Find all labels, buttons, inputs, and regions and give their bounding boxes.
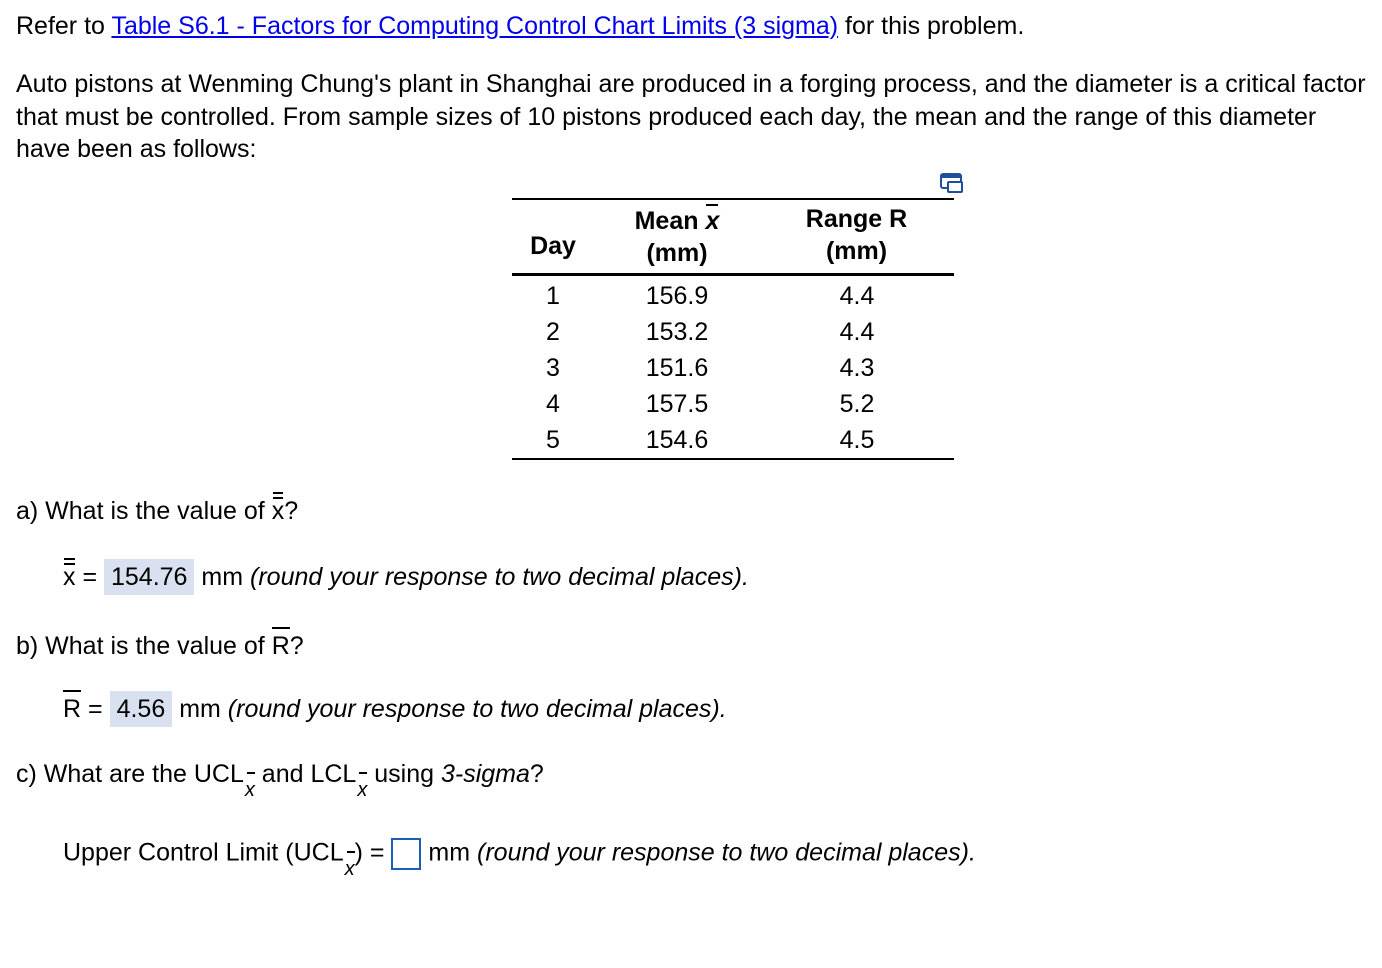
ucl-input[interactable] (391, 838, 421, 870)
cell-range: 5.2 (839, 390, 875, 418)
cell-mean: 151.6 (645, 354, 709, 382)
cell-range: 4.3 (839, 354, 875, 382)
table-top-rule (512, 198, 954, 200)
cell-range: 4.5 (839, 426, 875, 454)
cell-mean: 153.2 (645, 318, 709, 346)
answer-b-row: R = 4.56 mm (round your response to two decimal places). (63, 695, 727, 724)
rounding-note: (round your response to two decimal places). (250, 563, 749, 591)
header-range: Range R (mm) (805, 205, 908, 265)
cell-mean: 156.9 (645, 282, 709, 310)
answer-a-value[interactable]: 154.76 (104, 559, 194, 595)
cell-day: 2 (546, 318, 560, 346)
cell-range: 4.4 (839, 318, 875, 346)
table-s6-1-link[interactable]: Table S6.1 - Factors for Computing Control Chart Limits (3 sigma) (111, 12, 839, 40)
cell-day: 3 (546, 354, 560, 382)
ucl-label: Upper Control Limit (UCL (63, 838, 344, 867)
r-bar-symbol: R (271, 632, 290, 660)
table-header-rule (512, 273, 954, 276)
answer-b-value[interactable]: 4.56 (110, 691, 173, 727)
question-a: a) What is the value of x? (16, 497, 299, 525)
cell-mean: 154.6 (645, 426, 709, 454)
unit-mm: mm (201, 563, 244, 591)
problem-text: Auto pistons at Wenming Chung's plant in Shanghai are produced in a forging process, and the diameter is a critical factor that must be controlled. From sample sizes of 10 pistons produced each day, the mean and the range of this diameter have been as follows: (16, 70, 1366, 163)
intro-prefix: Refer to (16, 12, 112, 40)
mean-x-symbol: x (705, 207, 720, 235)
cell-day: 5 (546, 426, 560, 454)
cell-range: 4.4 (839, 282, 875, 310)
header-day: Day (530, 232, 576, 260)
intro-line (16, 12, 1024, 41)
cell-day: 4 (546, 390, 560, 418)
x-double-bar-symbol: x (271, 497, 285, 525)
rounding-note: (round your response to two decimal places). (227, 695, 727, 723)
question-c: c) What are the UCL $_x$ and LCL $_x$ using 3-sigma? (16, 760, 544, 801)
x-double-bar-symbol: x (63, 563, 76, 591)
x-bar-subscript: x (345, 858, 355, 880)
answer-a-row: x = 154.76 mm (round your response to two decimal places). (63, 563, 749, 592)
x-bar-subscript: x (357, 779, 367, 801)
r-bar-symbol: R (63, 695, 82, 723)
unit-mm: mm (179, 695, 221, 723)
header-mean: Mean x (mm) (634, 207, 720, 267)
question-b: b) What is the value of R? (16, 632, 304, 660)
cell-mean: 157.5 (645, 390, 709, 418)
intro-suffix: for this problem. (838, 12, 1025, 40)
table-bottom-rule (512, 458, 954, 460)
copy-data-icon[interactable] (940, 172, 966, 194)
unit-mm: mm (428, 838, 471, 867)
ucl-row: Upper Control Limit (UCL $_x$) = mm (round your response to two decimal places). (63, 838, 976, 880)
cell-day: 1 (546, 282, 560, 310)
rounding-note: (round your response to two decimal places). (477, 838, 976, 867)
x-bar-subscript: x (245, 779, 255, 801)
